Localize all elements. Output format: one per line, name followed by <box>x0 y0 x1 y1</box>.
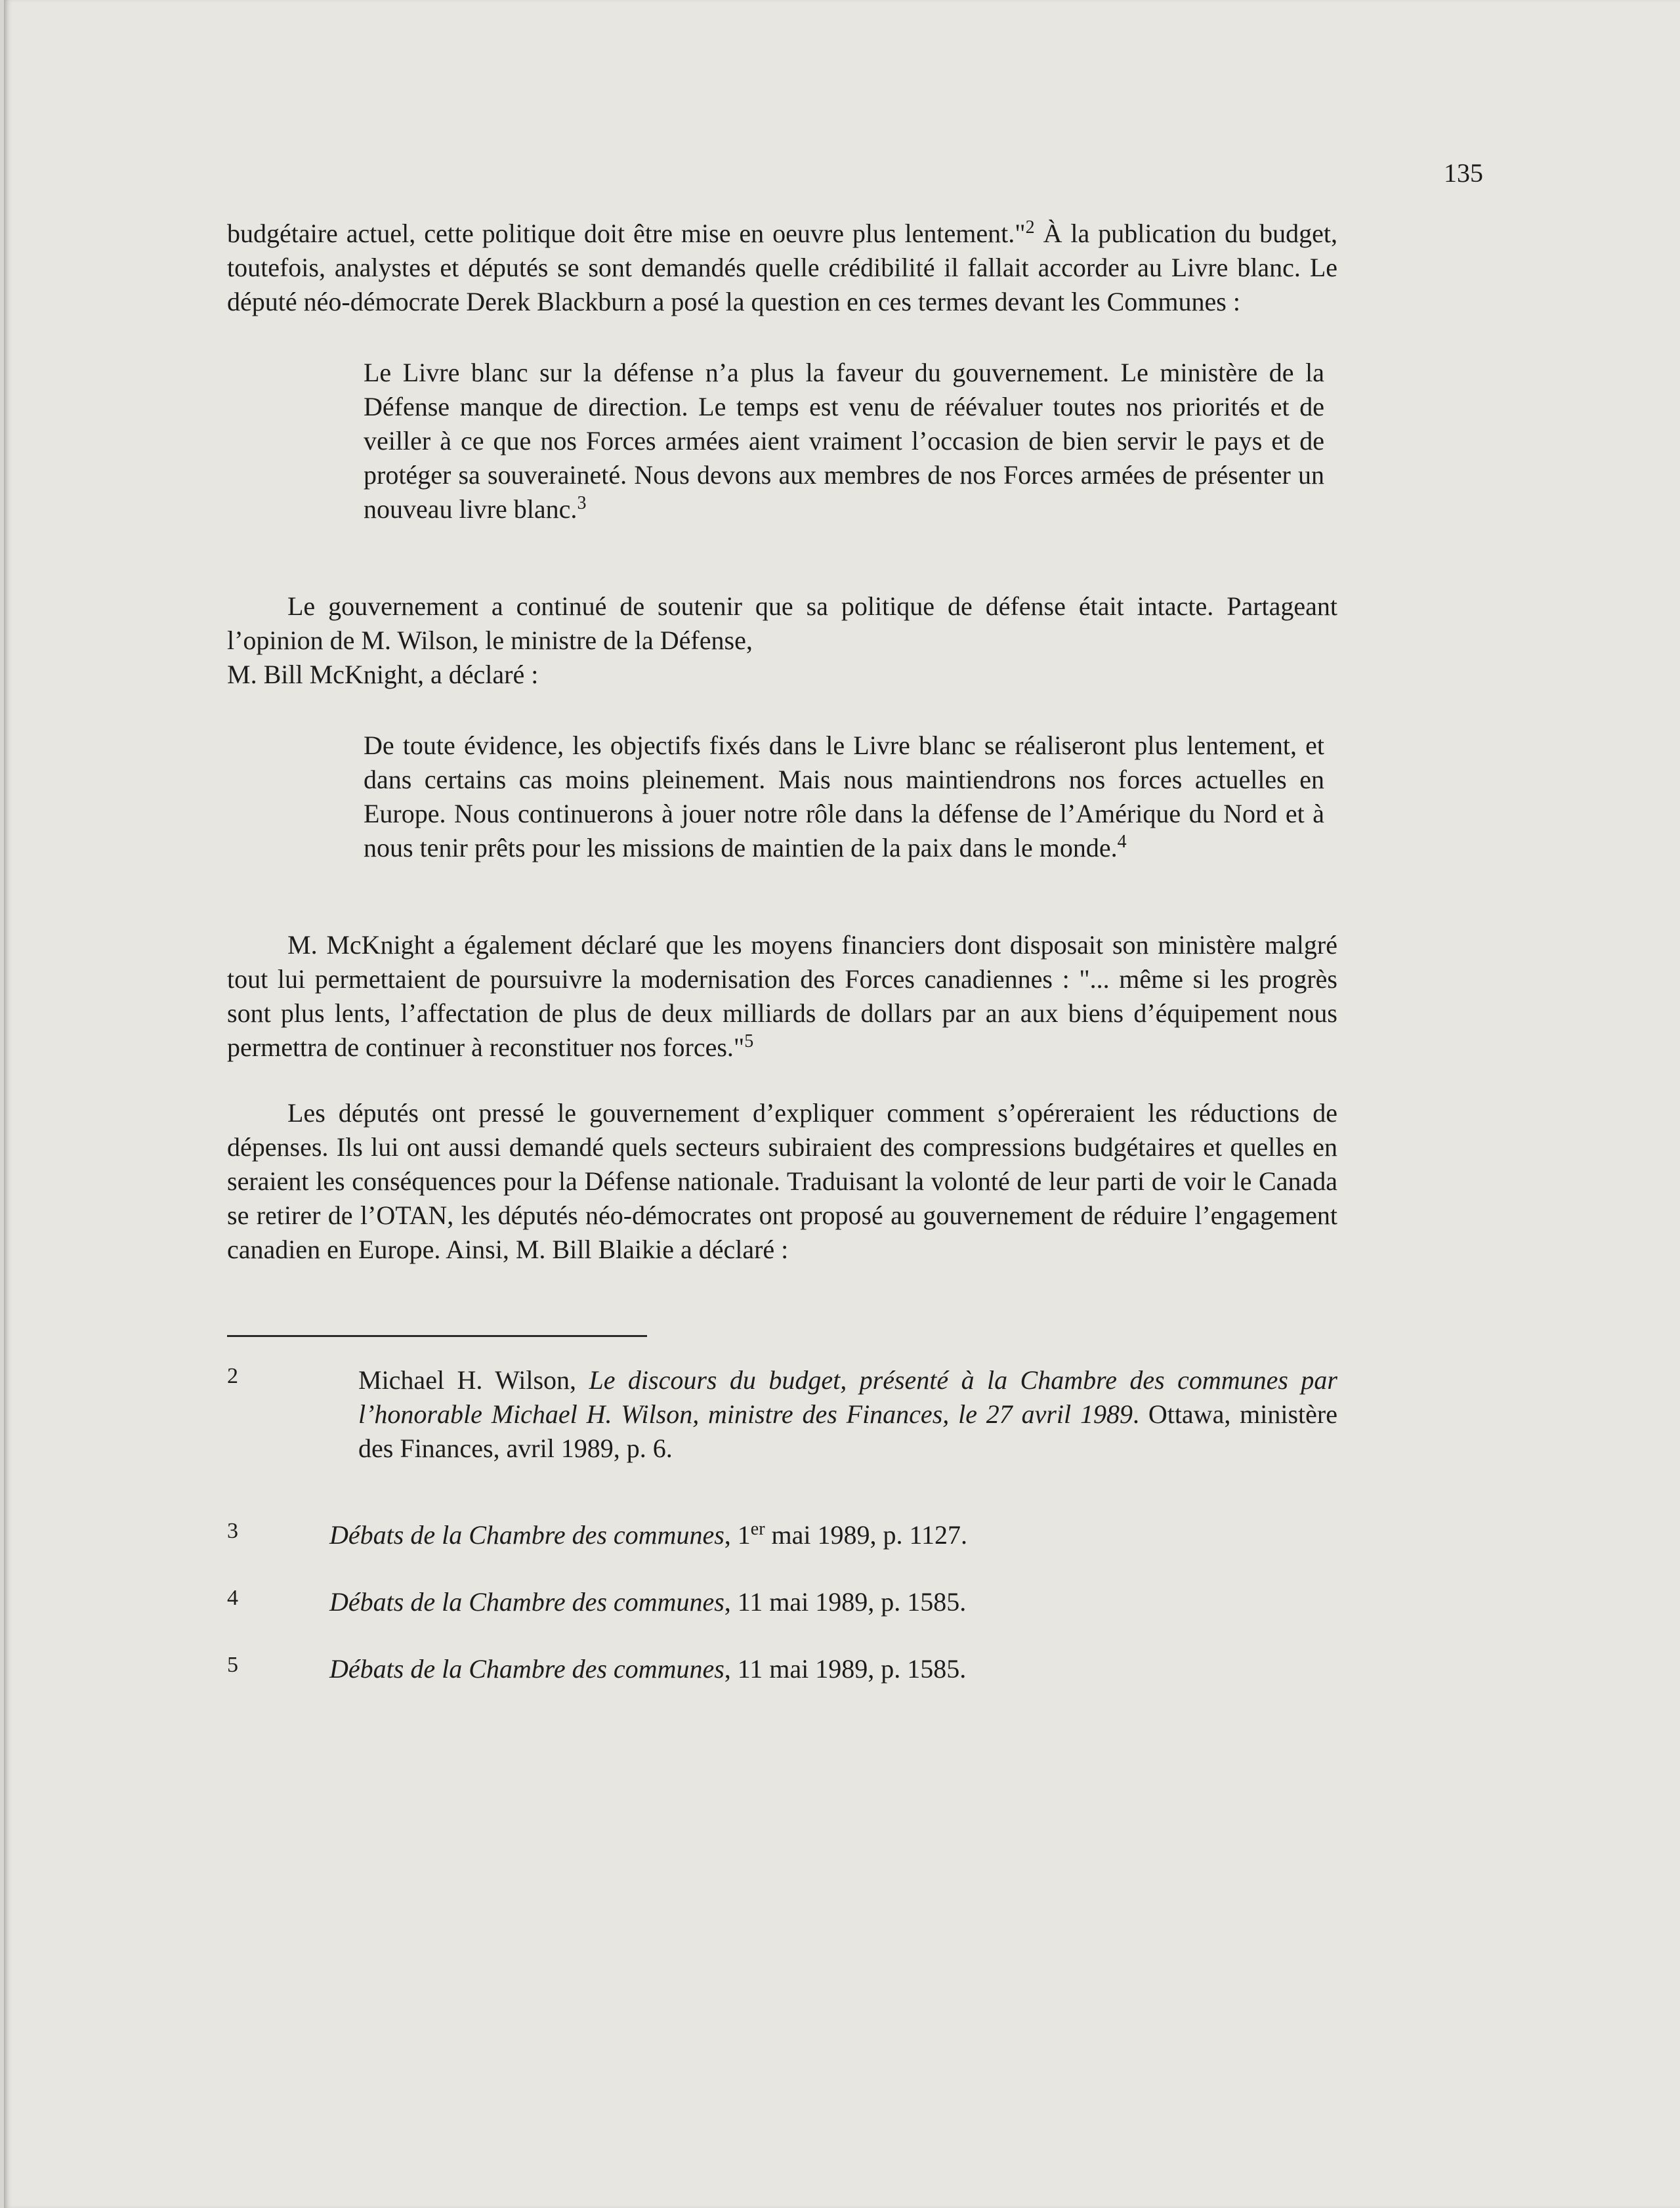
paragraph-text-continued: M. Bill McKnight, a déclaré : <box>227 660 539 689</box>
footnote-mark: 4 <box>227 1586 238 1610</box>
footnote-superscript: er <box>750 1519 765 1539</box>
footnote-title: Le discours du budget, présenté à la Chambre des communes par l’honorable Michael H. Wilson, ministre des Finances, le 27 avril 1989 <box>358 1365 1337 1429</box>
footnote-separator <box>227 1335 647 1337</box>
footnote-title: Débats de la Chambre des communes <box>329 1654 724 1684</box>
paragraph-mcknight-financing <box>227 928 1337 1065</box>
paragraph-text-continued: À la publication du budget, toutefois, analystes et députés se sont demandés quelle crédibilité il fallait accorder au Livre blanc. Le député néo-démocrate Derek Blackburn a posé la question en ces termes devant les Communes : <box>227 219 1337 316</box>
footnote-3 <box>227 1518 1337 1552</box>
footnote-text <box>329 1518 1337 1552</box>
footnote-ref-3: 3 <box>577 493 587 513</box>
footnote-5 <box>227 1652 1337 1686</box>
footnote-text <box>358 1363 1337 1466</box>
footnote-title: Débats de la Chambre des communes <box>329 1520 724 1550</box>
block-quote-blackburn <box>364 356 1324 526</box>
footnote-ref-5: 5 <box>744 1031 754 1051</box>
paragraph-government-position <box>227 589 1337 692</box>
footnote-rest: , 11 mai 1989, p. 1585. <box>724 1654 967 1684</box>
paragraph-text: Les députés ont pressé le gouvernement d’expliquer comment s’opéreraient les réductions de dépenses. Ils lui ont aussi demandé quels secteurs subiraient des compressions budgétaires et quelles en seraient les conséquences pour la Défense nationale. Traduisant la volonté de leur parti de voir le Canada se retirer de l’OTAN, les députés néo-démocrates ont proposé au gouvernement de réduire l’engagement canadien en Europe. Ainsi, M. Bill Blaikie a déclaré : <box>227 1098 1337 1264</box>
footnote-mark: 2 <box>227 1364 238 1388</box>
footnote-title: Débats de la Chambre des communes <box>329 1587 724 1617</box>
quote-text: Le Livre blanc sur la défense n’a plus la faveur du gouvernement. Le ministère de la Défense manque de direction. Le temps est venu de réévaluer toutes nos priorités et de veiller à ce que nos Forces armées aient vraiment l’occasion de bien servir le pays et de protéger sa souveraineté. Nous devons aux membres de nos Forces armées de présenter un nouveau livre blanc. <box>364 358 1324 524</box>
paragraph-text: Le gouvernement a continué de soutenir que sa politique de défense était intacte. Partageant l’opinion de M. Wilson, le ministre de la Défense, <box>227 591 1337 655</box>
footnote-ref-4: 4 <box>1117 832 1127 852</box>
footnote-rest-continued: mai 1989, p. 1127. <box>765 1520 968 1550</box>
paragraph-deputies-questions <box>227 1096 1337 1267</box>
footnote-mark: 3 <box>227 1519 238 1543</box>
paragraph-budget-continuation <box>227 217 1337 319</box>
document-page <box>4 0 1680 2208</box>
footnote-ref-2: 2 <box>1025 217 1035 238</box>
footnote-rest: , 1 <box>724 1520 751 1550</box>
paragraph-text: budgétaire actuel, cette politique doit être mise en oeuvre plus lentement." <box>227 219 1026 248</box>
footnote-text <box>329 1585 1337 1619</box>
footnote-2 <box>227 1363 1337 1466</box>
footnote-rest: , 11 mai 1989, p. 1585. <box>724 1587 967 1617</box>
block-quote-mcknight <box>364 729 1324 865</box>
footnote-author: Michael H. Wilson, <box>358 1365 589 1395</box>
quote-text: De toute évidence, les objectifs fixés dans le Livre blanc se réaliseront plus lentement, et dans certains cas moins pleinement. Mais nous maintiendrons nos forces actuelles en Europe. Nous continuerons à jouer notre rôle dans la défense de l’Amérique du Nord et à nous tenir prêts pour les missions de maintien de la paix dans le monde. <box>364 731 1324 862</box>
page-number: 135 <box>1444 158 1483 188</box>
footnote-4 <box>227 1585 1337 1619</box>
footnote-rest: . Ottawa, ministère des Finances, avril 1989, p. 6. <box>358 1399 1337 1463</box>
footnote-text <box>329 1652 1337 1686</box>
page-content <box>227 217 1337 1686</box>
footnote-mark: 5 <box>227 1653 238 1677</box>
paragraph-text: M. McKnight a également déclaré que les moyens financiers dont disposait son ministère malgré tout lui permettaient de poursuivre la modernisation des Forces canadiennes : "... même si les progrès sont plus lents, l’affectation de plus de deux milliards de dollars par an aux biens d’équipement nous permettra de continuer à reconstituer nos forces." <box>227 930 1337 1062</box>
